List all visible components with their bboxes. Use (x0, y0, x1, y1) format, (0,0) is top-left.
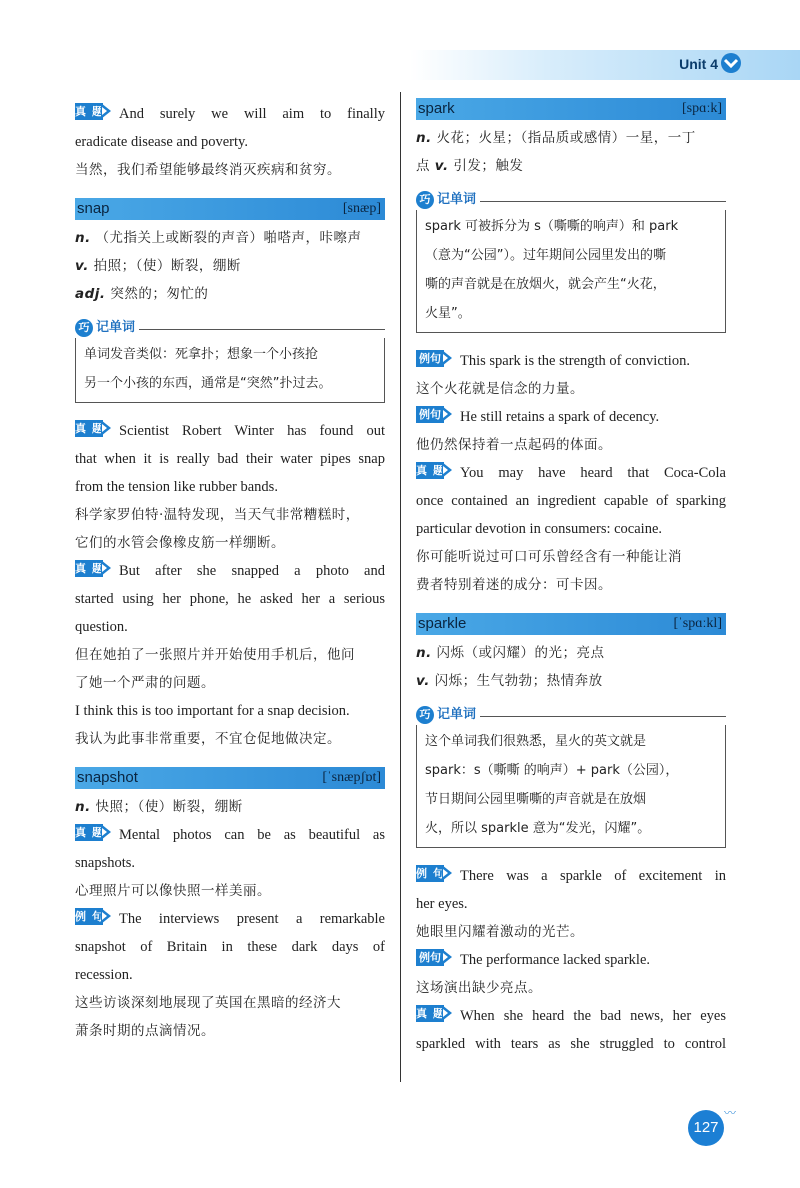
memory-tip (75, 318, 385, 403)
definition: v. 闪烁；生气勃勃；热情奔放 (416, 673, 603, 689)
liju-tag: 例句 (416, 406, 454, 423)
example-liju: 例句 There was a sparkle of excitement in her eyes. 她眼里闪耀着激动的光芒。 (416, 867, 726, 940)
chevron-down-icon (720, 52, 742, 74)
left-column (75, 100, 385, 1045)
definition: 点 v. 引发；触发 (416, 158, 524, 174)
phonetic: [ˈsnæpʃɒt] (322, 770, 381, 785)
headword-bar (75, 767, 385, 789)
definition: n. 闪烁（或闪耀）的光；亮点 (416, 645, 605, 661)
headword: snap (77, 200, 110, 217)
phonetic: [spɑːk] (682, 101, 722, 116)
column-divider (400, 92, 401, 1082)
example-zhenti: 真题 But after she snapped a photo and started using her phone, he asked her a serious question. 但在她拍了一张照片并开始使用手机后，他问 了她一个严肃的问题。 I think this is too important for a snap decision. 我认为此事非常重要，不宜仓促地做决定。 (75, 562, 385, 747)
unit-label: Unit 4 (679, 56, 718, 72)
headword: sparkle (418, 615, 467, 632)
example-zhenti: 真题 You may have heard that Coca-Cola once contained an ingredient capable of sparking particular devotion in consumers: cocaine. 你可能听说过可口可乐曾经含有一种能让消 费者特别着迷的成分：可卡因。 (416, 464, 726, 593)
tip-box: 这个单词我们很熟悉，星火的英文就是 spark：s（嘶嘶 的响声）+ park（公园）， 节日期间公园里嘶嘶的声音就是在放烟 火，所以 sparkle 意为“发光，闪耀”。 (416, 725, 726, 848)
definition: n. （尤指关上或断裂的声音）啪嗒声，咔嚓声 (75, 230, 362, 246)
zhenti-tag: 真题 (416, 1005, 454, 1022)
headword-bar (416, 613, 726, 635)
tip-title: 记单词 (96, 320, 136, 335)
example-liju: 例句 The performance lacked sparkle. 这场演出缺少亮点。 (416, 951, 651, 996)
page-number: 127 (688, 1110, 724, 1146)
zhenti-tag: 真题 (75, 103, 113, 120)
example-liju: 例句 The interviews present a remarkable snapshot of Britain in these dark days of recession. 这些访谈深刻地展现了英国在黑暗的经济大 萧条时期的点滴情况。 (75, 910, 385, 1039)
definition: v. 拍照；（使）断裂，绷断 (75, 258, 241, 274)
phonetic: [ˈspɑːkl] (673, 616, 722, 631)
headword: snapshot (77, 769, 138, 786)
example-zhenti: 真题 When she heard the bad news, her eyes sparkled with tears as she struggled to control (416, 1007, 726, 1052)
unit-header-band (410, 50, 800, 80)
tip-icon: 巧 (416, 191, 434, 209)
example-zhenti: 真题 Scientist Robert Winter has found out that when it is really bad their water pipes snap from the tension like rubber bands. 科学家罗伯特·温特发现，当天气非常糟糕时， 它们的水管会像橡皮筋一样绷断。 (75, 422, 385, 551)
zhenti-tag: 真题 (75, 420, 113, 437)
headword-bar (75, 198, 385, 220)
example-en: And surely we will aim to finally (119, 106, 385, 122)
phonetic: [snæp] (342, 201, 381, 216)
example-zh: 当然，我们希望能够最终消灭疾病和贫穷。 (75, 162, 341, 178)
tip-title: 记单词 (437, 192, 477, 207)
headword-bar (416, 98, 726, 120)
example-liju: 例句 This spark is the strength of conviction. 这个火花就是信念的力量。 (416, 352, 690, 397)
liju-tag: 例句 (416, 865, 454, 882)
example-en: eradicate disease and poverty. (75, 134, 248, 150)
liju-tag: 例句 (416, 350, 454, 367)
liju-tag: 例句 (416, 949, 454, 966)
zhenti-tag: 真题 (75, 560, 113, 577)
example-zhenti: 真题 Mental photos can be as beautiful as snapshots. 心理照片可以像快照一样美丽。 (75, 826, 385, 899)
tip-icon: 巧 (75, 319, 93, 337)
tip-icon: 巧 (416, 706, 434, 724)
birds-icon: 〰 (724, 1106, 737, 1120)
memory-tip (416, 705, 726, 848)
headword: spark (418, 100, 455, 117)
definition: n. 火花；火星；（指品质或感情）一星，一丁 (416, 130, 696, 146)
zhenti-tag: 真题 (75, 824, 113, 841)
tip-box: spark 可被拆分为 s（嘶嘶的响声）和 park （意为“公园”）。过年期间公园里发出的嘶 嘶的声音就是在放烟火，就会产生“火花， 火星”。 (416, 210, 726, 333)
tip-box: 单词发音类似：死拿扑；想象一个小孩抢 另一个小孩的东西，通常是“突然”扑过去。 (75, 338, 385, 403)
definition: adj. 突然的；匆忙的 (75, 286, 209, 302)
liju-tag: 例句 (75, 908, 113, 925)
example-liju: 例句 He still retains a spark of decency. 他仍然保持着一点起码的体面。 (416, 408, 660, 453)
right-column (416, 98, 726, 1058)
zhenti-tag: 真题 (416, 462, 454, 479)
memory-tip (416, 190, 726, 333)
tip-title: 记单词 (437, 707, 477, 722)
example-zhenti (75, 100, 385, 184)
definition: n. 快照；（使）断裂，绷断 (75, 799, 243, 815)
